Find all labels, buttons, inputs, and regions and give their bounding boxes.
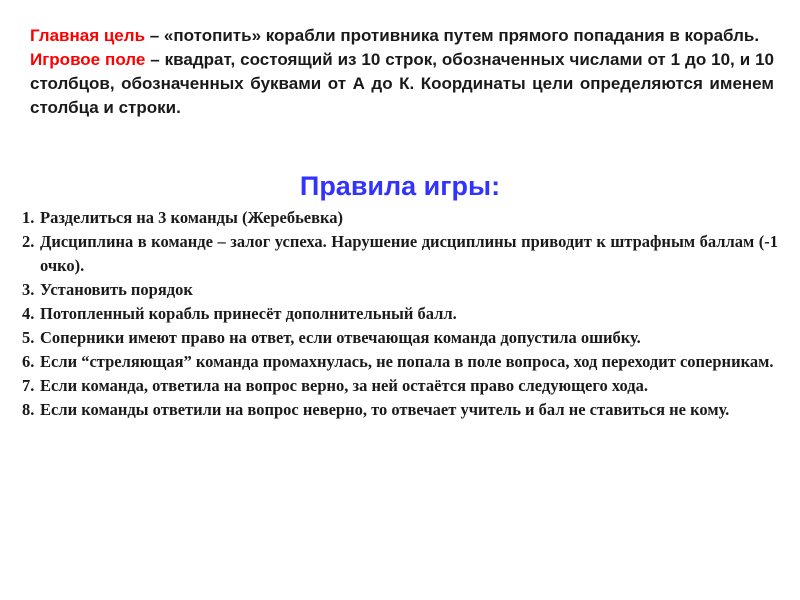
- rule-number: 3.: [22, 280, 35, 299]
- goal-text: – «потопить» корабли противника путем прямого попадания в корабль.: [145, 26, 760, 45]
- rules-list: [22, 206, 778, 422]
- rule-number: 5.: [22, 328, 35, 347]
- rule-number: 6.: [22, 352, 35, 371]
- rule-item: [22, 398, 778, 422]
- rule-item: [22, 302, 778, 326]
- rule-text: Дисциплина в команде – залог успеха. Нарушение дисциплины приводит к штрафным баллам (-1 очко).: [40, 232, 778, 275]
- field-text: – квадрат, состоящий из 10 строк, обозначенных числами от 1 до 10, и 10 столбцов, обозначенных буквами от А до К. Координаты цели определяются именем столбца и строки.: [30, 50, 774, 117]
- rule-item: [22, 374, 778, 398]
- rule-text: Разделиться на 3 команды (Жеребьевка): [40, 208, 344, 227]
- intro-block: [30, 24, 774, 120]
- field-paragraph: [30, 48, 774, 120]
- rule-number: 4.: [22, 304, 35, 323]
- rule-number: 1.: [22, 208, 35, 227]
- rule-text: Если команды ответили на вопрос неверно, то отвечает учитель и бал не ставиться не кому.: [40, 400, 730, 419]
- goal-term: Главная цель: [30, 26, 146, 45]
- rule-text: Установить порядок: [40, 280, 193, 299]
- rule-text: Если команда, ответила на вопрос верно, за ней остаётся право следующего хода.: [40, 376, 648, 395]
- rule-number: 8.: [22, 400, 35, 419]
- rule-item: [22, 206, 778, 230]
- rule-number: 7.: [22, 376, 35, 395]
- rule-item: [22, 230, 778, 278]
- goal-paragraph: [30, 24, 774, 48]
- rules-title: Правила игры:: [299, 171, 501, 201]
- rule-item: [22, 326, 778, 350]
- rule-item: [22, 278, 778, 302]
- rule-text: Потопленный корабль принесёт дополнительный балл.: [40, 304, 457, 323]
- rule-item: [22, 350, 778, 374]
- rule-text: Если “стреляющая” команда промахнулась, не попала в поле вопроса, ход переходит соперникам.: [40, 352, 774, 371]
- field-term: Игровое поле: [30, 50, 146, 69]
- rule-number: 2.: [22, 232, 35, 251]
- rule-text: Соперники имеют право на ответ, если отвечающая команда допустила ошибку.: [40, 328, 641, 347]
